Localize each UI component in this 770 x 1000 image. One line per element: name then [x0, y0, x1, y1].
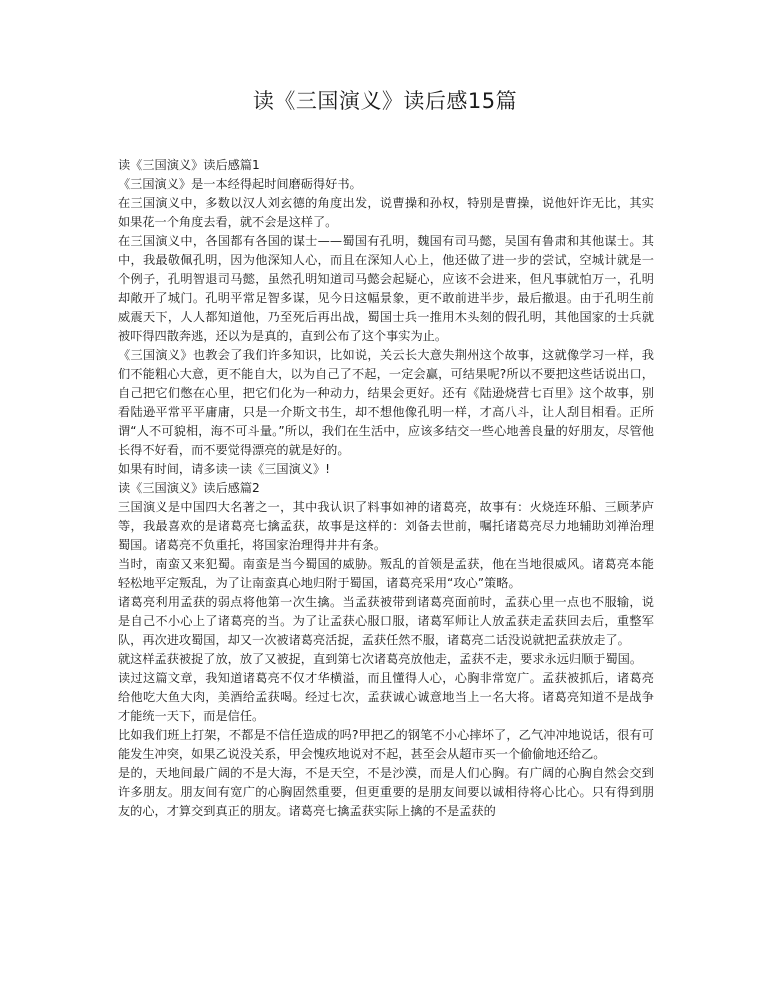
paragraph: 读过这篇文章，我知道诸葛亮不仅才华横溢，而且懂得人心，心胸非常宽广。孟获被抓后，诸葛亮给他吃大鱼大肉，美酒给孟获喝。经过七次，孟获诚心诚意地当上一名大将。诸葛亮知道不是战争才能统一天下，而是信任。: [118, 671, 654, 723]
paragraph: 在三国演义中，各国都有各国的谋士——蜀国有孔明，魏国有司马懿，吴国有鲁肃和其他谋士。其中，我最敬佩孔明，因为他深知人心，而且在深知人心上，他还做了进一步的尝试，空城计就是一个例子，孔明智退司马懿，虽然孔明知道司马懿会起疑心，应该不会进来，但凡事就怕万一，孔明却敞开了城门。孔明平常足智多谋，见今日这幅景象，更不敢前进半步，最后撤退。由于孔明生前威震天下，人人都知道他，乃至死后再出战，蜀国士兵一推用木头刻的假孔明，其他国家的士兵就被吓得四散奔逃，还以为是真的，直到公布了这个事实为止。: [118, 234, 654, 343]
section-heading-1: 读《三国演义》读后感篇1: [118, 158, 260, 172]
section-heading-2: 读《三国演义》读后感篇2: [118, 481, 260, 495]
paragraph: 当时，南蛮又来犯蜀。南蛮是当今蜀国的威胁。叛乱的首领是孟获，他在当地很威风。诸葛亮本能轻松地平定叛乱，为了让南蛮真心地归附于蜀国，诸葛亮采用“攻心”策略。: [118, 557, 654, 590]
paragraph: 《三国演义》是一本经得起时间磨砺得好书。: [118, 177, 362, 191]
paragraph: 如果有时间，请多读一读《三国演义》!: [118, 462, 331, 476]
paragraph: 诸葛亮利用孟获的弱点将他第一次生擒。当孟获被带到诸葛亮面前时，孟获心里一点也不服输，说是自己不小心上了诸葛亮的当。为了让孟获心服口服，诸葛军师让人放孟获走孟获回去后，重整军队，再次进攻蜀国，却又一次被诸葛亮活捉，孟获任然不服，诸葛亮二话没说就把孟获放走了。: [118, 595, 654, 647]
document-title: 读《三国演义》读后感15篇: [252, 89, 518, 113]
paragraph: 比如我们班上打架，不都是不信任造成的吗?甲把乙的钢笔不小心摔坏了，乙气冲冲地说话，很有可能发生冲突，如果乙说没关系，甲会愧疚地说对不起，甚至会从超市买一个偷偷地还给乙。: [118, 728, 654, 761]
paragraph: 是的，天地间最广阔的不是大海，不是天空，不是沙漠，而是人们心胸。有广阔的心胸自然会交到许多朋友。朋友间有宽广的心胸固然重要，但更重要的是朋友间要以诚相待将心比心。只有得到朋友的心，才算交到真正的朋友。诸葛亮七擒孟获实际上擒的不是孟获的: [118, 766, 654, 818]
paragraph: 三国演义是中国四大名著之一，其中我认识了料事如神的诸葛亮，故事有：火烧连环船、三顾茅庐等，我最喜欢的是诸葛亮七擒孟获，故事是这样的：刘备去世前，嘱托诸葛亮尽力地辅助刘禅治理蜀国。诸葛亮不负重托，将国家治理得井井有条。: [118, 500, 654, 552]
paragraph: 在三国演义中，多数以汉人刘玄德的角度出发，说曹操和孙权，特别是曹操，说他奸诈无比，其实如果花一个角度去看，就不会是这样了。: [118, 196, 654, 229]
document-body: [118, 156, 654, 821]
paragraph: 《三国演义》也教会了我们许多知识，比如说，关云长大意失荆州这个故事，这就像学习一样，我们不能粗心大意，更不能自大，以为自己了不起，一定会赢，可结果呢?所以不要把这些话说出口，自己把它们憋在心里，把它们化为一种动力，结果会更好。还有《陆逊烧营七百里》这个故事，别看陆逊平常平平庸庸，只是一介斯文书生，却不想他像孔明一样，才高八斗，让人刮目相看。正所谓“人不可貌相，海不可斗量。”所以，我们在生活中，应该多结交一些心地善良量的好朋友，尽管他长得不好看，而不要觉得漂亮的就是好的。: [118, 348, 654, 457]
paragraph: 就这样孟获被捉了放，放了又被捉，直到第七次诸葛亮放他走，孟获不走，要求永远归顺于蜀国。: [118, 652, 643, 666]
